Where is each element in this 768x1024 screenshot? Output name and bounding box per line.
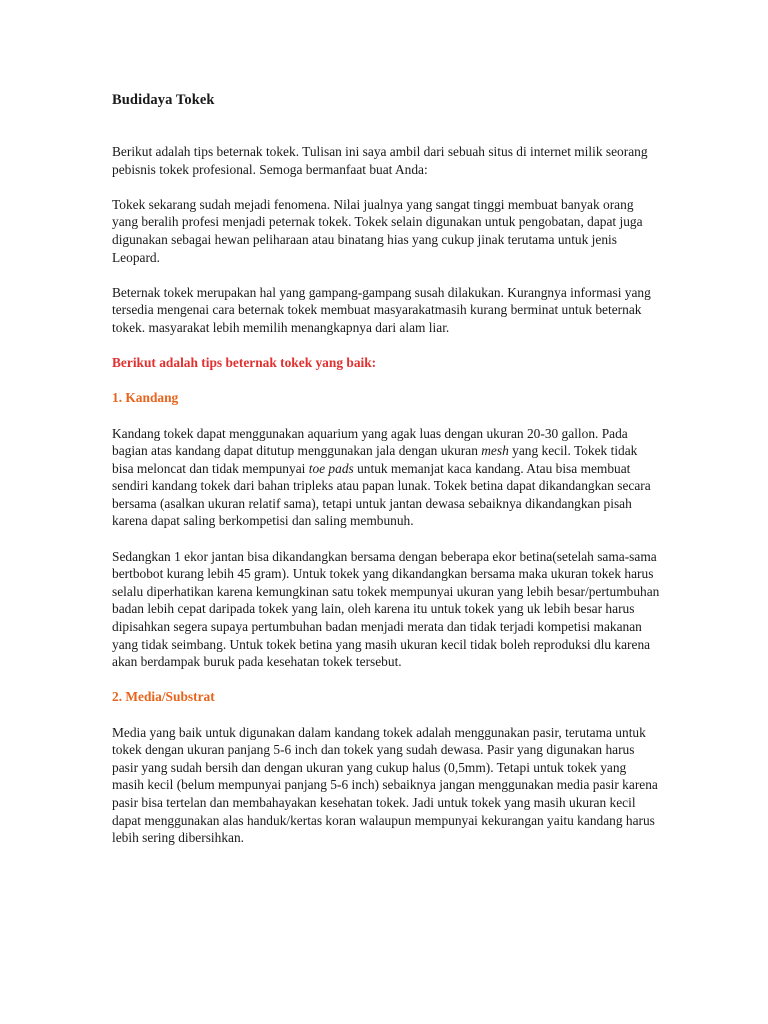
- intro-paragraph: Berikut adalah tips beternak tokek. Tulisan ini saya ambil dari sebuah situs di internet milik seorang pebisnis tokek profesional. Semoga bermanfaat buat Anda:: [112, 144, 648, 177]
- paragraph-phenomenon: Tokek sekarang sudah mejadi fenomena. Nilai jualnya yang sangat tinggi membuat banyak orang yang beralih profesi menjadi peternak tokek. Tokek selain digunakan untuk pengobatan, dapat juga digunakan sebagai hewan peliharaan atau binatang hias yang cukup jinak terutama untuk jenis Leopard.: [112, 196, 643, 265]
- media-paragraph-1: Media yang baik untuk digunakan dalam kandang tokek adalah menggunakan pasir, terutama untuk tokek dengan ukuran panjang 5-6 inch dan tokek yang sudah dewasa. Pasir yang digunakan harus pasir yang sudah bersih dan dengan ukuran yang cukup halus (0,5mm). Tetapi untuk tokek yang masih kecil (belum mempunyai panjang 5-6 inch) sebaiknya jangan menggunakan media pasir karena pasir bisa tertelan dan membahayakan kesehatan tokek. Jadi untuk tokek yang masih ukuran kecil dapat menggunakan alas handuk/kertas koran walaupun mempunyai kekurangan yaitu kandang harus lebih sering dibersihkan.: [112, 724, 658, 846]
- kandang-paragraph-2: Sedangkan 1 ekor jantan bisa dikandangkan bersama dengan beberapa ekor betina(setelah sama-sama bertbobot kurang lebih 45 gram). Untuk tokek yang dikandangkan bersama maka ukuran tokek harus selalu diperhatikan karena kemungkinan satu tokek mempunyai ukuran yang lebih besar/pertumbuhan badan lebih cepat daripada tokek yang lain, oleh karena itu untuk tokek yang uk lebih besar harus dipisahkan segera supaya pertumbuhan badan menjadi merata dan tidak terjadi kompetisi makanan yang tidak seimbang. Untuk tokek betina yang masih ukuran kecil tidak boleh reproduksi dlu karena akan berdampak buruk pada kesehatan tokek tersebut.: [112, 548, 660, 670]
- paragraph-difficulty: Beternak tokek merupakan hal yang gampang-gampang susah dilakukan. Kurangnya informasi yang tersedia mengenai cara beternak tokek membuat masyarakatmasih kurang berminat untuk beternak tokek. masyarakat lebih memilih menangkapnya dari alam liar.: [112, 284, 651, 335]
- document-page: [112, 88, 660, 847]
- kandang-text-b: yang kecil. Tokek tidak bisa meloncat dan tidak mempunyai: [112, 443, 638, 476]
- toe-pads-term: toe pads: [308, 460, 354, 476]
- document-title: Budidaya Tokek: [112, 92, 215, 108]
- section-heading-kandang: 1. Kandang: [112, 390, 179, 406]
- section-heading-media: 2. Media/Substrat: [112, 689, 215, 705]
- kandang-paragraph-1: [112, 425, 660, 531]
- tips-heading: Berikut adalah tips beternak tokek yang baik:: [112, 355, 377, 371]
- mesh-term: mesh: [481, 443, 509, 459]
- kandang-text-a: Kandang tokek dapat menggunakan aquarium yang agak luas dengan ukuran 20-30 gallon. Pada bagian atas kandang dapat ditutup menggunakan jala dengan ukuran: [112, 425, 628, 459]
- kandang-text-c: untuk memanjat kaca kandang. Atau bisa membuat sendiri kandang tokek dari bahan tripleks atau papan lunak. Tokek betina dapat dikandangkan secara bersama (asalkan ukuran relatif sama), tetapi untuk jantan dewasa sebaiknya dikandangkan pisah karena dapat saling berkompetisi dan saling membunuh.: [112, 460, 651, 529]
